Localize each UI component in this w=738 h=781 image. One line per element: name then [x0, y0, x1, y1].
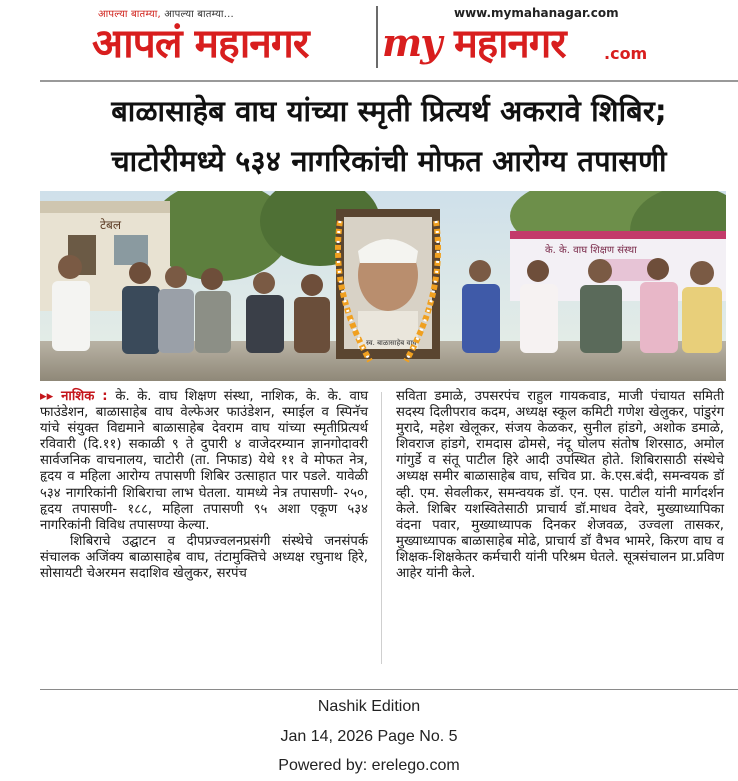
tagline-dark-text: आपल्या बातम्या...	[160, 9, 234, 20]
masthead-logo-com: .com	[604, 44, 648, 63]
masthead-logo-my-mahanagar	[382, 4, 652, 74]
portrait-caption: स्व. बाळासाहेब वाघ	[366, 339, 417, 347]
dateline-colon: :	[94, 389, 116, 404]
headline-line-1: बाळासाहेब वाघ यांच्या स्मृती प्रित्यर्थ अकरावे शिबिर;	[111, 94, 667, 128]
dateline: नाशिक	[61, 389, 95, 404]
header-rule	[40, 80, 738, 82]
masthead-logo-title: महानगर	[454, 21, 566, 67]
masthead-divider	[376, 6, 378, 68]
masthead	[0, 0, 738, 78]
footer-rule	[40, 689, 738, 690]
photo-banner-text: के. के. वाघ शिक्षण संस्था	[545, 245, 637, 256]
masthead-url: www.mymahanagar.com	[454, 6, 619, 20]
article-column-1	[40, 389, 368, 582]
column-1-paragraph-1	[40, 389, 368, 534]
column-1-paragraph-1-text: के. के. वाघ शिक्षण संस्था, नाशिक, के. के. वाघ फाउंडेशन, बाळासाहेब वाघ वेल्फेअर फाउंडेशन, स्माईल व स्पिनॅच यांचे संयुक्त विद्यमाने बाळासाहेब देवराम वाघ यांच्या स्मृतीप्रित्यर्थ रविवारी (दि.११) सकाळी ९ ते दुपारी ४ वाजेदरम्यान ज्ञानगोदावरी सार्वजनिक वाचनालय, चाटोरी (ता. निफाड) येथे ११ वे मोफत नेत्र, हृदय व महिला आरोग्य तपासणी शिबिर उत्साहात पार पडले. यावेळी ५३४ नागरिकांनी शिबिराचा लाभ घेतला. यामध्ये नेत्र तपासणी- २५०, हृदय तपासणी- १८८, महिला तपासणी ९५ अशा एकूण ५३४ नागरिकांनी विविध तपासण्या केल्या.	[40, 389, 368, 533]
dateline-arrow-icon: ▸▸	[40, 389, 62, 404]
masthead-logo-my: my	[382, 20, 441, 65]
svg-text:टेबल: टेबल	[100, 218, 122, 232]
masthead-title: आपलं महानगर	[92, 21, 309, 67]
tagline-red-text: आपल्या बातम्या,	[98, 9, 161, 20]
column-separator	[381, 392, 382, 664]
article-photo	[40, 191, 726, 381]
footer-edition: Nashik Edition	[317, 698, 421, 715]
article-column-2	[396, 389, 724, 582]
column-2-paragraph-1: सविता डमाळे, उपसरपंच राहुल गायकवाड, माजी पंचायत समिती सदस्य दिलीपराव कदम, अध्यक्ष स्कूल कमिटी गणेश खेलुकर, पांडुरंग मुरादे, महेश खेलूकर, संजय केळकर, सुनील हांडगे, अशोक डमाळे, शिवराज हांडगे, रामदास ढोमसे, नंदू घोलप संतोष शिरसाठ, अमोल गांगुर्डे व संतू पाटील हिरे आदी उपस्थित होते. शिबिरासाठी संस्थेचे अध्यक्ष समीर बाळासाहेब वाघ, सचिव प्रा. के.एस.बंदी, समन्वयक डॉ व्ही. एम. सेवलीकर, समन्वयक डॉ. एन. एस. पाटील यांनी मार्गदर्शन केले. शिबिर यशस्वितेसाठी प्राचार्य डॉ.माधव देवरे, मुख्याध्यापिका वंदना पवार, मुख्याध्यापक दिनकर शेजवळ, उज्वला तासकर, मुख्याध्यापक बाळासाहेब मोढे, प्राचार्य डॉ वैभव भामरे, किरण वाघ व शिक्षक-शिक्षकेतर कर्मचारी यांनी परिश्रम घेतले. सूत्रसंचालन प्रा.प्रविण आहेर यांनी केले.	[396, 389, 724, 582]
article-headline	[40, 86, 738, 186]
footer-date-page: Jan 14, 2026 Page No. 5	[280, 728, 458, 745]
footer-powered-by-link[interactable]: Powered by: erelego.com	[278, 757, 460, 774]
column-1-paragraph-2: शिबिराचे उद्घाटन व दीपप्रज्वलनप्रसंगी संस्थेचे जनसंपर्क संचालक अजिंक्य बाळासाहेब वाघ, तंटामुक्तिचे अध्यक्ष रघुनाथ हिरे, सोसायटी चेअरमन सदाशिव खेलुकर, सरपंच	[40, 533, 368, 582]
headline-line-2: चाटोरीमध्ये ५३४ नागरिकांची मोफत आरोग्य तपासणी	[111, 144, 667, 178]
masthead-logo-aapla-mahanagar	[92, 4, 374, 72]
